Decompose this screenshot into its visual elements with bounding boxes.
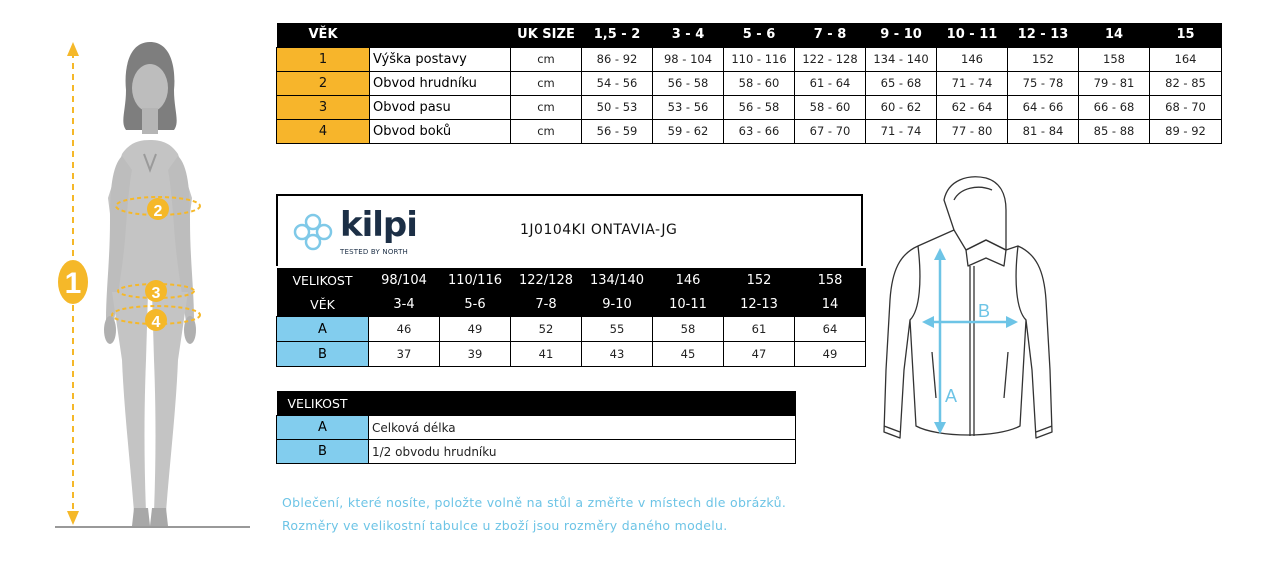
header-size: 12 - 13 (1008, 23, 1079, 47)
measurement-legend-table (276, 391, 796, 464)
legend-key: A (277, 416, 369, 440)
table-cell: 7-8 (511, 292, 582, 317)
table-row (277, 47, 1222, 71)
table-row (277, 95, 1222, 119)
table-cell: 39 (440, 342, 511, 367)
velikost-row (277, 268, 866, 292)
row-number: 4 (277, 119, 370, 143)
header-size: 3 - 4 (653, 23, 724, 47)
vek-label: VĚK (277, 292, 369, 317)
table-cell: 49 (440, 317, 511, 342)
table-row (277, 71, 1222, 95)
velikost-label: VELIKOST (277, 268, 369, 292)
row-number: 1 (277, 47, 370, 71)
header-blank (370, 23, 511, 47)
table-cell: 64 - 66 (1008, 95, 1079, 119)
table-cell: 37 (369, 342, 440, 367)
kids-size-chart-table (276, 23, 1222, 144)
table-cell: 49 (795, 342, 866, 367)
table-cell: 134/140 (582, 268, 653, 292)
table-cell: 164 (1150, 47, 1222, 71)
table-cell: 79 - 81 (1079, 71, 1150, 95)
table-cell: 146 (653, 268, 724, 292)
table-cell: 75 - 78 (1008, 71, 1079, 95)
table-cell: 5-6 (440, 292, 511, 317)
size-table-header-row (277, 23, 1222, 47)
table-cell: 61 - 64 (795, 71, 866, 95)
table-cell: 146 (937, 47, 1008, 71)
table-cell: cm (511, 71, 582, 95)
table-cell: 122/128 (511, 268, 582, 292)
table-cell: 56 - 59 (582, 119, 653, 143)
legend-header: VELIKOST (277, 391, 796, 416)
table-row (277, 119, 1222, 143)
model-dimensions-note: Rozměry ve velikostní tabulce u zboží jsou rozměry daného modelu. (282, 518, 728, 533)
table-cell: 58 (653, 317, 724, 342)
table-row (277, 440, 796, 464)
table-cell: 152 (1008, 47, 1079, 71)
table-cell: 55 (582, 317, 653, 342)
table-cell: 71 - 74 (866, 119, 937, 143)
header-size: 14 (1079, 23, 1150, 47)
table-cell: 46 (369, 317, 440, 342)
table-cell: 61 (724, 317, 795, 342)
table-cell: 3-4 (369, 292, 440, 317)
table-cell: cm (511, 95, 582, 119)
table-cell: 58 - 60 (795, 95, 866, 119)
row-label: Obvod hrudníku (370, 71, 511, 95)
row-key: A (277, 317, 369, 342)
table-cell: 54 - 56 (582, 71, 653, 95)
model-code-name: 1J0104KI ONTAVIA-JG (520, 222, 678, 238)
table-row (277, 317, 866, 342)
marker-2-label: 2 (153, 203, 163, 220)
legend-text: Celková délka (369, 416, 796, 440)
table-cell: 68 - 70 (1150, 95, 1222, 119)
legend-header-row (277, 391, 796, 416)
kilpi-knot-logo-icon (288, 212, 338, 252)
header-size: 15 (1150, 23, 1222, 47)
table-cell: 86 - 92 (582, 47, 653, 71)
table-cell: 41 (511, 342, 582, 367)
row-label: Obvod pasu (370, 95, 511, 119)
table-cell: 158 (795, 268, 866, 292)
table-cell: 158 (1079, 47, 1150, 71)
header-size: 5 - 6 (724, 23, 795, 47)
row-key: B (277, 342, 369, 367)
table-cell: 65 - 68 (866, 71, 937, 95)
table-cell: 60 - 62 (866, 95, 937, 119)
row-label: Výška postavy (370, 47, 511, 71)
table-cell: 66 - 68 (1079, 95, 1150, 119)
legend-text: 1/2 obvodu hrudníku (369, 440, 796, 464)
marker-3-label: 3 (151, 285, 161, 302)
table-cell: 71 - 74 (937, 71, 1008, 95)
measure-b-label: B (978, 301, 991, 321)
row-number: 2 (277, 71, 370, 95)
jacket-diagram (878, 170, 1063, 468)
table-row (277, 342, 866, 367)
table-cell: 12-13 (724, 292, 795, 317)
measure-a-arrow (934, 248, 946, 434)
table-cell: 62 - 64 (937, 95, 1008, 119)
header-size: 9 - 10 (866, 23, 937, 47)
table-cell: 10-11 (653, 292, 724, 317)
row-number: 3 (277, 95, 370, 119)
header-age: VĚK (277, 23, 370, 47)
table-row (277, 416, 796, 440)
table-cell: 122 - 128 (795, 47, 866, 71)
marker-4-label: 4 (151, 314, 161, 331)
table-cell: 50 - 53 (582, 95, 653, 119)
kilpi-logo-tagline: TESTED BY NORTH (340, 248, 409, 256)
header-size: 1,5 - 2 (582, 23, 653, 47)
table-cell: cm (511, 119, 582, 143)
table-cell: 134 - 140 (866, 47, 937, 71)
table-cell: 9-10 (582, 292, 653, 317)
table-cell: 98/104 (369, 268, 440, 292)
table-cell: 53 - 56 (653, 95, 724, 119)
kilpi-logo-text: kilpi (340, 205, 417, 245)
table-cell: 82 - 85 (1150, 71, 1222, 95)
header-size: 10 - 11 (937, 23, 1008, 47)
table-cell: 63 - 66 (724, 119, 795, 143)
table-cell: 67 - 70 (795, 119, 866, 143)
table-cell: 98 - 104 (653, 47, 724, 71)
legend-key: B (277, 440, 369, 464)
table-cell: 14 (795, 292, 866, 317)
table-cell: 45 (653, 342, 724, 367)
table-cell: 81 - 84 (1008, 119, 1079, 143)
measure-a-label: A (945, 386, 958, 406)
table-cell: 152 (724, 268, 795, 292)
table-cell: 110/116 (440, 268, 511, 292)
table-cell: 56 - 58 (724, 95, 795, 119)
table-cell: 47 (724, 342, 795, 367)
table-cell: 52 (511, 317, 582, 342)
marker-1-label: 1 (64, 267, 82, 300)
header-size: 7 - 8 (795, 23, 866, 47)
header-uk-size: UK SIZE (511, 23, 582, 47)
table-cell: 64 (795, 317, 866, 342)
table-cell: 77 - 80 (937, 119, 1008, 143)
table-cell: 56 - 58 (653, 71, 724, 95)
measuring-instruction-note: Oblečení, které nosíte, položte volně na stůl a změřte v místech dle obrázků. (282, 495, 787, 510)
body-figure-diagram (40, 30, 265, 540)
table-cell: 58 - 60 (724, 71, 795, 95)
table-cell: 59 - 62 (653, 119, 724, 143)
jacket-measurements-table (276, 268, 866, 367)
table-cell: cm (511, 47, 582, 71)
table-cell: 43 (582, 342, 653, 367)
table-cell: 89 - 92 (1150, 119, 1222, 143)
row-label: Obvod boků (370, 119, 511, 143)
vek-row (277, 292, 866, 317)
table-cell: 110 - 116 (724, 47, 795, 71)
table-cell: 85 - 88 (1079, 119, 1150, 143)
